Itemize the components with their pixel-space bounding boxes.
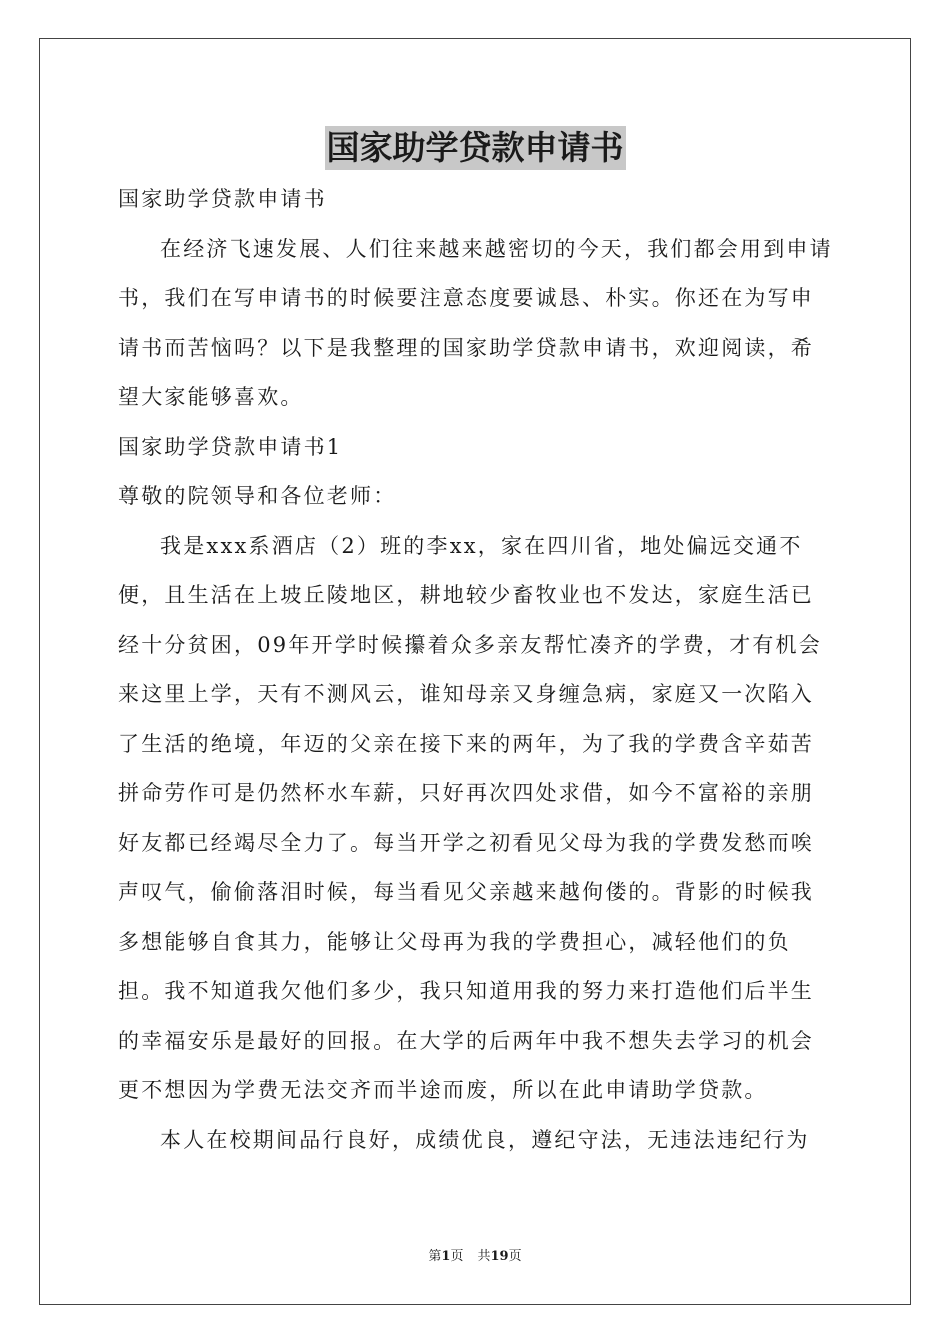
document-body <box>118 175 834 1165</box>
paragraph-section-heading: 国家助学贷款申请书1 <box>118 434 343 459</box>
page-footer <box>0 1248 950 1266</box>
total-prefix: 共 <box>477 1249 491 1264</box>
page-suffix: 页 <box>450 1249 464 1264</box>
page-prefix: 第 <box>428 1249 442 1264</box>
paragraph-intro: 在经济飞速发展、人们往来越来越密切的今天，我们都会用到申请书，我们在写申请书的时候要注意态度要诚恳、朴实。你还在为写申请书而苦恼吗？以下是我整理的国家助学贷款申请书，欢迎阅读，希望大家能够喜欢。 <box>118 236 833 409</box>
paragraph-body-conduct: 本人在校期间品行良好，成绩优良，遵纪守法，无违法违纪行为 <box>160 1127 810 1152</box>
paragraph-salutation: 尊敬的院领导和各位老师： <box>118 484 397 508</box>
paragraph-body-main: 我是xxx系酒店（2）班的李xx，家在四川省，地处偏远交通不便，且生活在上坡丘陵地区，耕地较少畜牧业也不发达，家庭生活已经十分贫困，09年开学时候攥着众多亲友帮忙凑齐的学费，才有机会来这里上学，天有不测风云，谁知母亲又身缠急病，家庭又一次陷入了生活的绝境，年迈的父亲在接下来的两年，为了我的学费含辛茹苦拼命劳作可是仍然杯水车薪，只好再次四处求借，如今不富裕的亲朋好友都已经竭尽全力了。每当开学之初看见父母为我的学费发愁而唉声叹气，偷偷落泪时候，每当看见父亲越来越佝偻的。背影的时候我多想能够自食其力，能够让父母再为我的学费担心，减轻他们的负担。我不知道我欠他们多少，我只知道用我的努力来打造他们后半生的幸福安乐是最好的回报。在大学的后两年中我不想失去学习的机会更不想因为学费无法交齐而半途而废，所以在此申请助学贷款。 <box>118 533 822 1102</box>
document-title: 国家助学贷款申请书 <box>325 126 626 170</box>
page-current: 1 <box>441 1249 451 1264</box>
total-suffix: 页 <box>508 1249 522 1264</box>
paragraph-subtitle: 国家助学贷款申请书 <box>118 187 327 211</box>
page-total: 19 <box>490 1249 509 1264</box>
title-wrap <box>0 126 950 170</box>
